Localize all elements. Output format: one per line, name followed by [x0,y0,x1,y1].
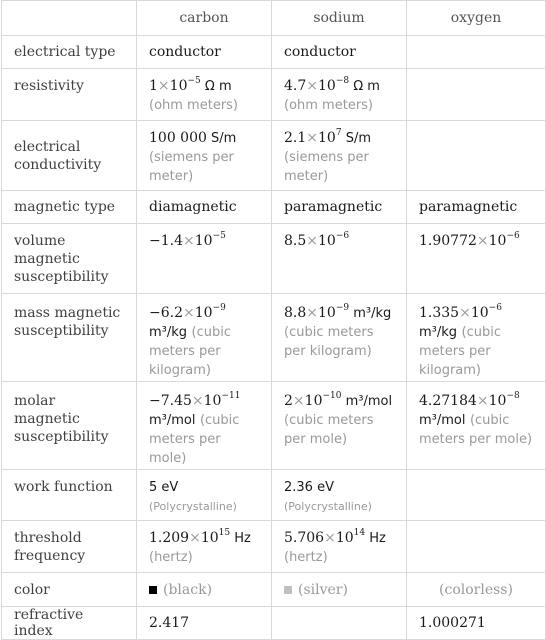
row-label: resistivity [2,69,137,121]
cell-carbon [137,121,272,191]
unit-description: (cubic meters per mole) [419,413,533,447]
cell-sodium: $8.5\times 10^{-6}$ [272,224,407,294]
row-molar-susceptibility [2,382,546,470]
column-header-carbon: carbon [137,1,272,36]
row-magnetic-type [2,191,546,224]
cell-sodium [272,607,407,640]
cell-carbon: $-1.4\times 10^{-5}$ [137,224,272,294]
black-swatch-icon [149,586,157,594]
value: $2.1\times 10^7$ S/m [284,128,371,146]
value: 2.36 eV [284,480,334,495]
row-resistivity [2,69,546,121]
cell-sodium [272,69,407,121]
element-properties-table [1,0,546,640]
cell-carbon: 2.417 [137,607,272,640]
row-label: electrical type [2,36,137,69]
cell-carbon: $-7.45\times 10^{-11}$ m³/mol (cubic meters per mole) [137,382,272,470]
unit-description: (ohm meters) [284,98,374,113]
cell-carbon [137,69,272,121]
row-volume-susceptibility [2,224,546,294]
cell-carbon: (black) [137,573,272,607]
unit-description: (ohm meters) [149,98,239,113]
row-label: volume magnetic susceptibility [2,224,137,294]
row-electrical-type [2,36,546,69]
row-mass-susceptibility [2,294,546,382]
cell-oxygen: 1.000271 [407,607,546,640]
row-label: molar magnetic susceptibility [2,382,137,470]
unit-description: (siemens per meter) [149,150,234,184]
value: 100 000 S/m [149,130,237,146]
unit-description: (cubic meters per kilogram) [284,325,374,359]
unit-description: (Polycrystalline) [149,500,237,513]
cell-oxygen: $4.27184\times 10^{-8}$ m³/mol (cubic meters per mole) [407,382,546,470]
cell-sodium: $8.8\times 10^{-9}$ m³/kg (cubic meters per kilogram) [272,294,407,382]
row-work-function [2,470,546,521]
value: $1\times 10^{-5}$ Ω m [149,76,232,94]
cell-sodium: $2\times 10^{-10}$ m³/mol (cubic meters per mole) [272,382,407,470]
row-label: electrical conductivity [2,121,137,191]
cell-sodium: (silver) [272,573,407,607]
cell-carbon: diamagnetic [137,191,272,224]
row-label: threshold frequency [2,521,137,573]
cell-carbon: $-6.2\times 10^{-9}$ m³/kg (cubic meters per kilogram) [137,294,272,382]
header-row [2,1,546,36]
cell-oxygen: $1.90772\times 10^{-6}$ [407,224,546,294]
cell-oxygen [407,121,546,191]
cell-oxygen: (colorless) [407,573,546,607]
unit-description: (cubic meters per kilogram) [419,325,501,378]
row-label: work function [2,470,137,521]
cell-sodium: paramagnetic [272,191,407,224]
row-threshold-frequency [2,521,546,573]
unit-description: (cubic meters per mole) [284,413,374,447]
row-refractive-index [2,607,546,640]
cell-sodium [272,470,407,521]
unit-description: (hertz) [149,550,193,565]
value: $5.706\times 10^{14}$ Hz [284,528,386,546]
column-header-oxygen: oxygen [407,1,546,36]
cell-carbon [137,470,272,521]
row-label: color [2,573,137,607]
cell-sodium [272,121,407,191]
column-header-sodium: sodium [272,1,407,36]
unit-description: (siemens per meter) [284,150,369,184]
cell-oxygen: $1.335\times 10^{-6}$ m³/kg (cubic meters per kilogram) [407,294,546,382]
cell-oxygen [407,69,546,121]
value: 5 eV [149,480,179,495]
unit-description: (cubic meters per mole) [149,413,240,466]
row-label: mass magnetic susceptibility [2,294,137,382]
row-label: refractive index [2,607,137,640]
cell-sodium [272,521,407,573]
cell-oxygen: paramagnetic [407,191,546,224]
silver-swatch-icon [284,586,292,594]
value: $4.7\times 10^{-8}$ Ω m [284,76,380,94]
cell-oxygen [407,36,546,69]
corner-header [2,1,137,36]
cell-carbon [137,521,272,573]
cell-sodium: conductor [272,36,407,69]
unit-description: (cubic meters per kilogram) [149,325,231,378]
cell-oxygen [407,521,546,573]
cell-carbon: conductor [137,36,272,69]
row-label: magnetic type [2,191,137,224]
unit-description: (hertz) [284,550,328,565]
row-electrical-conductivity [2,121,546,191]
unit-description: (Polycrystalline) [284,500,372,513]
cell-oxygen [407,470,546,521]
row-color [2,573,546,607]
value: $1.209\times 10^{15}$ Hz [149,528,251,546]
